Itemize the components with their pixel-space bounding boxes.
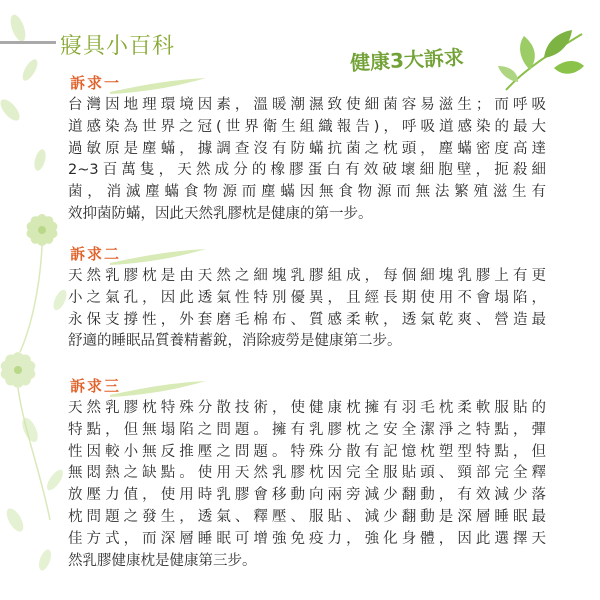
text-line: 舒適的睡眠品質養精蓄銳，消除疲勞是健康第二步。 <box>68 333 402 350</box>
text-line: 過敏原是塵蟎，據調查沒有防蟎抗菌之枕頭，塵蟎密度高達 <box>68 140 546 157</box>
text-line: 永保支撐性，外套磨毛棉布、質感柔軟，透氣乾爽、營造最 <box>68 311 546 328</box>
header-tagline: 健康3大訴求 <box>349 45 465 75</box>
swoosh-underline <box>108 379 208 399</box>
text-line: 效抑菌防蟎，因此天然乳膠枕是健康的第一步。 <box>68 205 373 222</box>
text-line: 天然乳膠枕特殊分散技術，使健康枕擁有羽毛枕柔軟服貼的 <box>68 400 546 416</box>
text-line: 無悶熱之缺點。使用天然乳膠枕因完全服貼頭、頸部完全釋 <box>68 465 546 482</box>
section-body-3 <box>68 398 546 572</box>
text-line: 然乳膠健康枕是健康第三步。 <box>68 552 257 569</box>
text-line: 菌，消滅塵蟎食物源而塵蟎因無食物源而無法繁殖滋生有 <box>68 184 546 201</box>
text-line: 特點，但無塌陷之問題。擁有乳膠枕之安全潔淨之特點，彈 <box>68 421 546 438</box>
text-line: 天然乳膠枕是由天然之細塊乳膠組成，每個細塊乳膠上有更 <box>68 268 546 284</box>
text-line: 小之氣孔，因此透氣性特別優異，且經長期使用不會塌陷， <box>68 289 546 306</box>
section-heading-1: 訴求一 <box>70 74 122 92</box>
leaf-cluster-icon <box>496 28 586 98</box>
section-body-2 <box>68 266 546 353</box>
page-title: 寢具小百科 <box>60 34 176 59</box>
section-heading-3: 訴求三 <box>70 377 122 395</box>
text-line: 性因較小無反推壓之問題。特殊分散有記憶枕塑型特點，但 <box>68 443 546 460</box>
text-line: 道感染為世界之冠(世界衛生組織報告)，呼吸道感染的最大 <box>68 118 546 135</box>
section-body-1 <box>68 95 546 226</box>
header-rule <box>0 41 56 44</box>
text-line: 佳方式，而深層睡眠可增強免疫力，強化身體，因此選擇天 <box>68 530 546 547</box>
section-heading-2: 訴求二 <box>70 245 122 263</box>
swoosh-underline <box>108 247 208 267</box>
text-line: 放壓力值，使用時乳膠會移動向兩旁減少翻動，有效減少落 <box>68 487 546 504</box>
text-line: 台灣因地理環境因素，溫暖潮濕致使細菌容易滋生；而呼吸 <box>68 97 546 113</box>
swoosh-underline <box>108 76 208 96</box>
text-line: 枕問題之發生，透氣、釋壓、服貼、減少翻動是深層睡眠最 <box>68 508 546 525</box>
text-line: 2~3百萬隻，天然成分的橡膠蛋白有效破壞細胞壁，扼殺細 <box>68 162 546 179</box>
